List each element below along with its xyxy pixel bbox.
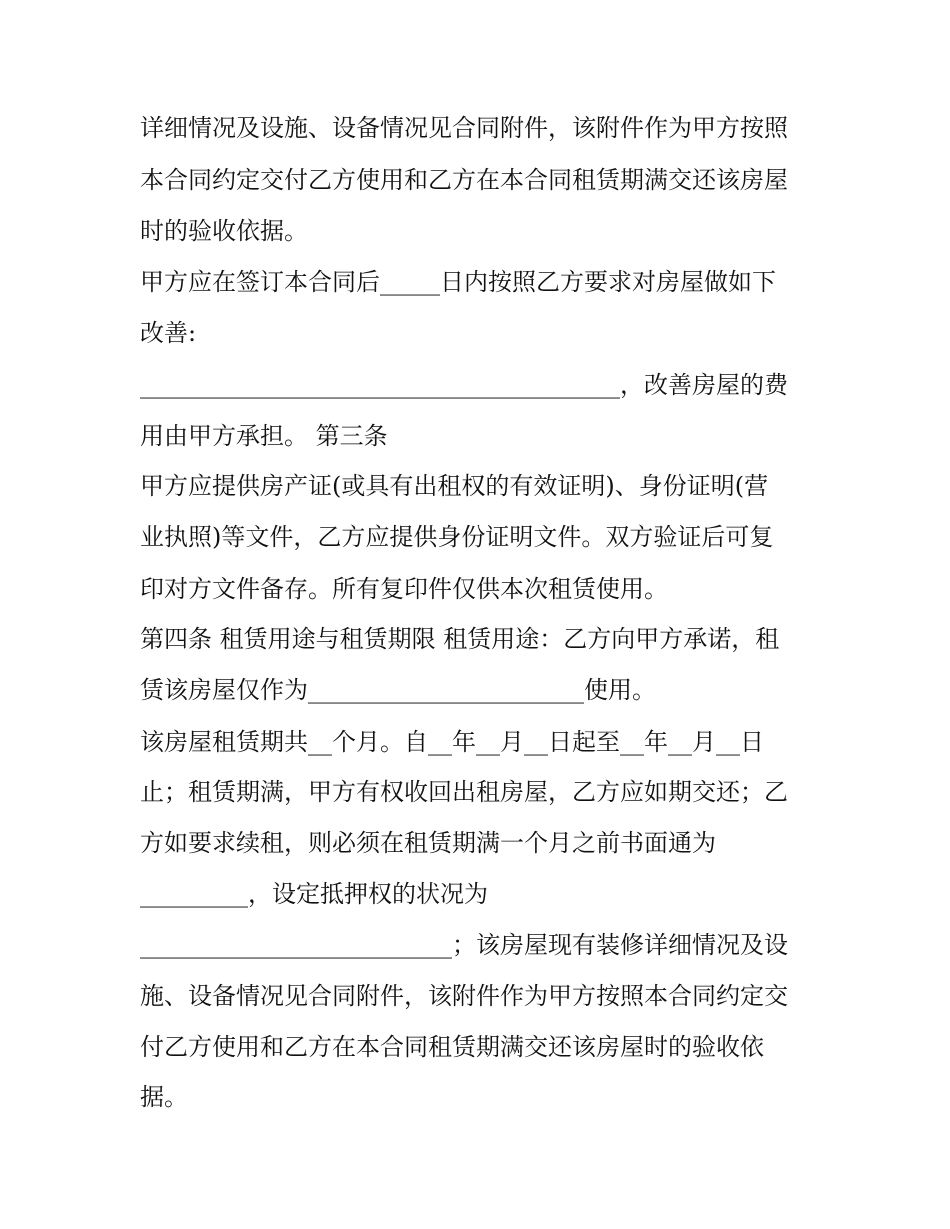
text-line: _________，设定抵押权的状况为	[140, 880, 488, 908]
text-line: 第四条 租赁用途与租赁期限 租赁用途：乙方向甲方承诺，租	[140, 625, 780, 653]
text-line: 该房屋租赁期共__个月。自__年__月__日起至__年__月__日	[140, 728, 764, 756]
text-line: 付乙方使用和乙方在本合同租赁期满交还该房屋时的验收依	[140, 1033, 764, 1061]
text-line: __________________________；该房屋现有装修详细情况及设	[140, 931, 788, 959]
text-line: 方如要求续租，则必须在租赁期满一个月之前书面通为	[140, 829, 716, 857]
text-line: 详细情况及设施、设备情况见合同附件，该附件作为甲方按照	[140, 114, 788, 142]
text-line: 本合同约定交付乙方使用和乙方在本合同租赁期满交还该房屋	[140, 166, 788, 194]
text-line: 止；租赁期满，甲方有权收回出租房屋，乙方应如期交还；乙	[140, 778, 788, 806]
text-line: 印对方文件备存。所有复印件仅供本次租赁使用。	[140, 575, 668, 603]
text-line: 赁该房屋仅作为_______________________使用。	[140, 676, 656, 704]
text-line: ________________________________________，改善房屋的费	[140, 371, 788, 399]
text-line: 据。	[140, 1083, 188, 1111]
text-line: 用由甲方承担。 第三条	[140, 422, 388, 450]
text-line: 施、设备情况见合同附件，该附件作为甲方按照本合同约定交	[140, 982, 788, 1010]
text-line: 改善:	[140, 319, 197, 347]
text-line: 甲方应在签订本合同后_____日内按照乙方要求对房屋做如下	[140, 268, 776, 296]
text-line: 业执照)等文件，乙方应提供身份证明文件。双方验证后可复	[140, 523, 774, 551]
text-line: 时的验收依据。	[140, 217, 308, 245]
text-line: 甲方应提供房产证(或具有出租权的有效证明)、身份证明(营	[140, 472, 769, 500]
